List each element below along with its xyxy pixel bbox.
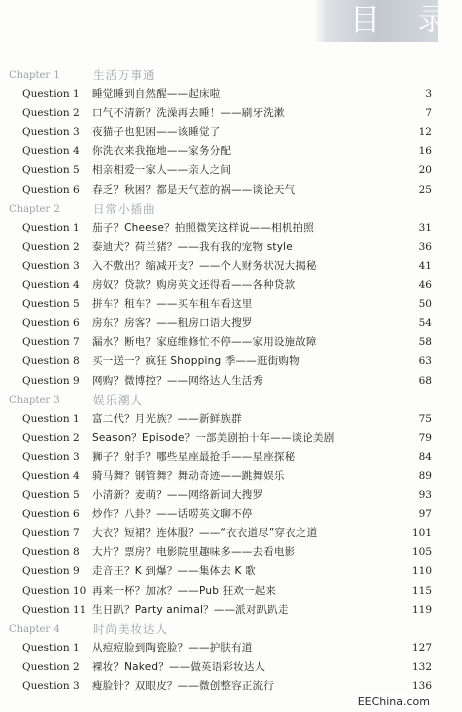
toc-entry bbox=[0, 295, 438, 314]
page-number: 25 bbox=[418, 183, 432, 196]
toc-entry bbox=[0, 467, 438, 486]
page-number: 12 bbox=[418, 126, 432, 139]
page-number: 46 bbox=[418, 279, 432, 292]
page-number: 97 bbox=[418, 508, 432, 521]
question-title: 茄子？Cheese？拍照微笑这样说——相机拍照 bbox=[92, 221, 314, 234]
watermark: EEChina.com bbox=[357, 695, 430, 708]
question-label: Question 5 bbox=[22, 164, 80, 177]
page-number: 75 bbox=[418, 412, 432, 425]
page-number: 79 bbox=[418, 431, 432, 444]
question-label: Question 3 bbox=[22, 450, 80, 463]
toc-entry bbox=[0, 352, 438, 371]
chapter-title: 时尚美妆达人 bbox=[93, 621, 168, 636]
question-title: 相亲相爱一家人——亲人之间 bbox=[92, 164, 232, 177]
toc-entry bbox=[0, 142, 438, 161]
question-title: 漏水？断电？家庭维修忙不停——家用设施故障 bbox=[92, 336, 317, 349]
toc-entry bbox=[0, 372, 438, 391]
page-number: 3 bbox=[425, 88, 432, 101]
toc-entry bbox=[0, 276, 438, 295]
question-title: 富二代？月光族？——新鲜族群 bbox=[92, 412, 242, 425]
toc-entry bbox=[0, 524, 438, 543]
page-header bbox=[0, 0, 462, 58]
toc-entry bbox=[0, 448, 438, 467]
page-number: 31 bbox=[418, 221, 432, 234]
question-title: 春乏？秋困？都是天气惹的祸——谈论天气 bbox=[92, 183, 296, 196]
table-of-contents bbox=[0, 66, 438, 696]
question-label: Question 2 bbox=[22, 107, 80, 120]
page-number: 7 bbox=[425, 107, 432, 120]
question-title: 夜猫子也犯困——该睡觉了 bbox=[92, 126, 221, 139]
toc-entry bbox=[0, 639, 438, 658]
toc-entry bbox=[0, 562, 438, 581]
question-title: 走音王？K 到爆？——集体去 K 歌 bbox=[92, 565, 256, 578]
toc-entry bbox=[0, 238, 438, 257]
question-title: 从痘痘脸到陶瓷脸？——护肤有道 bbox=[92, 641, 253, 654]
question-label: Question 2 bbox=[22, 660, 80, 673]
question-title: 骑马舞？钢管舞？舞动奇迹——跳舞娱乐 bbox=[92, 469, 285, 482]
question-title: 拼车？租车？——买车租车看这里 bbox=[92, 298, 253, 311]
question-label: Question 1 bbox=[22, 221, 80, 234]
toc-entry bbox=[0, 658, 438, 677]
chapter-label: Chapter 4 bbox=[9, 623, 60, 635]
chapter-title: 娱乐潮人 bbox=[93, 392, 143, 407]
question-label: Question 8 bbox=[22, 355, 80, 368]
question-label: Question 1 bbox=[22, 412, 80, 425]
question-title: 睡觉睡到自然醒——起床啦 bbox=[92, 88, 221, 101]
toc-entry bbox=[0, 333, 438, 352]
page-number: 54 bbox=[418, 317, 432, 330]
question-title: 入不敷出？缩减开支？——个人财务状况大揭秘 bbox=[92, 259, 317, 272]
question-title: 大片？票房？电影院里趣味多——去看电影 bbox=[92, 546, 296, 559]
question-label: Question 7 bbox=[22, 336, 80, 349]
toc-entry bbox=[0, 601, 438, 620]
chapter-heading bbox=[0, 620, 438, 639]
chapter-label: Chapter 2 bbox=[9, 203, 60, 215]
question-title: 你洗衣来我拖地——家务分配 bbox=[92, 145, 232, 158]
question-label: Question 3 bbox=[22, 680, 80, 692]
chapter-heading bbox=[0, 391, 438, 410]
question-title: 大衣？短裙？连体服？——“衣衣道尽”穿衣之道 bbox=[92, 527, 318, 540]
question-label: Question 5 bbox=[22, 298, 80, 311]
toc-entry bbox=[0, 543, 438, 562]
question-title: 口气不清新？洗澡再去睡！——刷牙洗漱 bbox=[92, 107, 285, 120]
chapter-heading bbox=[0, 200, 438, 219]
toc-entry bbox=[0, 677, 438, 696]
page-number: 68 bbox=[418, 374, 432, 387]
toc-entry bbox=[0, 429, 438, 448]
toc-entry bbox=[0, 104, 438, 123]
page-number: 63 bbox=[418, 355, 432, 368]
page-number: 136 bbox=[411, 680, 432, 692]
chapter-title: 日常小插曲 bbox=[93, 201, 156, 216]
toc-entry bbox=[0, 161, 438, 180]
toc-entry bbox=[0, 219, 438, 238]
question-title: 小清新？麦萌？——网络新词大搜罗 bbox=[92, 489, 264, 502]
question-label: Question 5 bbox=[22, 489, 80, 502]
page-number: 89 bbox=[418, 469, 432, 482]
question-title: Season？Episode？一部美剧拍十年——谈论美剧 bbox=[92, 431, 335, 444]
page-number: 20 bbox=[418, 164, 432, 177]
chapter-label: Chapter 3 bbox=[9, 394, 60, 406]
toc-entry bbox=[0, 582, 438, 601]
page-number: 84 bbox=[418, 450, 432, 463]
toc-entry bbox=[0, 314, 438, 333]
question-title: 泰迪犬？荷兰猪？——我有我的宠物 style bbox=[92, 240, 293, 253]
page-number: 50 bbox=[418, 298, 432, 311]
question-title: 再来一杯？加冰？——Pub 狂欢一起来 bbox=[92, 584, 277, 597]
question-label: Question 3 bbox=[22, 259, 80, 272]
page-number: 16 bbox=[418, 145, 432, 158]
chapter-label: Chapter 1 bbox=[9, 70, 60, 81]
question-label: Question 2 bbox=[22, 431, 80, 444]
question-title: 房奴？贷款？购房英文还得看——各种贷款 bbox=[92, 279, 296, 292]
chapter-heading bbox=[0, 66, 438, 85]
question-label: Question 1 bbox=[22, 641, 80, 654]
question-label: Question 10 bbox=[22, 584, 87, 597]
question-label: Question 6 bbox=[22, 183, 80, 196]
question-title: 网购？微博控？——网络达人生活秀 bbox=[92, 374, 264, 387]
page-number: 93 bbox=[418, 489, 432, 502]
question-label: Question 3 bbox=[22, 126, 80, 139]
question-label: Question 2 bbox=[22, 240, 80, 253]
question-label: Question 6 bbox=[22, 317, 80, 330]
question-title: 裸妆？Naked？——做英语彩妆达人 bbox=[92, 660, 266, 673]
question-label: Question 4 bbox=[22, 469, 80, 482]
page-number: 115 bbox=[411, 584, 432, 597]
toc-entry bbox=[0, 181, 438, 200]
page-number: 119 bbox=[411, 603, 432, 616]
page-number: 132 bbox=[411, 660, 432, 673]
question-label: Question 4 bbox=[22, 145, 80, 158]
question-title: 买一送一？疯狂 Shopping 季——逛街购物 bbox=[92, 355, 300, 368]
page-number: 127 bbox=[411, 641, 432, 654]
toc-entry bbox=[0, 486, 438, 505]
page-number: 105 bbox=[411, 546, 432, 559]
page-number: 58 bbox=[418, 336, 432, 349]
toc-entry bbox=[0, 123, 438, 142]
question-title: 炒作？八卦？——话唠英文聊不停 bbox=[92, 508, 253, 521]
toc-entry bbox=[0, 505, 438, 524]
question-label: Question 7 bbox=[22, 527, 80, 540]
question-title: 房东？房客？——租房口语大搜罗 bbox=[92, 317, 253, 330]
question-title: 瘦脸针？双眼皮？——微创整容正流行 bbox=[92, 680, 274, 692]
page-number: 41 bbox=[418, 259, 432, 272]
toc-entry bbox=[0, 257, 438, 276]
page-number: 110 bbox=[411, 565, 432, 578]
question-label: Question 6 bbox=[22, 508, 80, 521]
chapter-title: 生活万事通 bbox=[93, 68, 156, 82]
question-label: Question 9 bbox=[22, 374, 80, 387]
question-label: Question 9 bbox=[22, 565, 80, 578]
question-title: 生日趴？Party animal？——派对趴趴走 bbox=[92, 603, 289, 616]
question-label: Question 8 bbox=[22, 546, 80, 559]
toc-entry bbox=[0, 410, 438, 429]
question-label: Question 11 bbox=[22, 603, 87, 616]
question-label: Question 1 bbox=[22, 88, 80, 101]
toc-entry bbox=[0, 85, 438, 104]
page-title: 目 录 bbox=[350, 3, 462, 38]
page-number: 36 bbox=[418, 240, 432, 253]
question-label: Question 4 bbox=[22, 279, 80, 292]
page-number: 101 bbox=[411, 527, 432, 540]
question-title: 狮子？射手？哪些星座最抢手——星座探秘 bbox=[92, 450, 296, 463]
